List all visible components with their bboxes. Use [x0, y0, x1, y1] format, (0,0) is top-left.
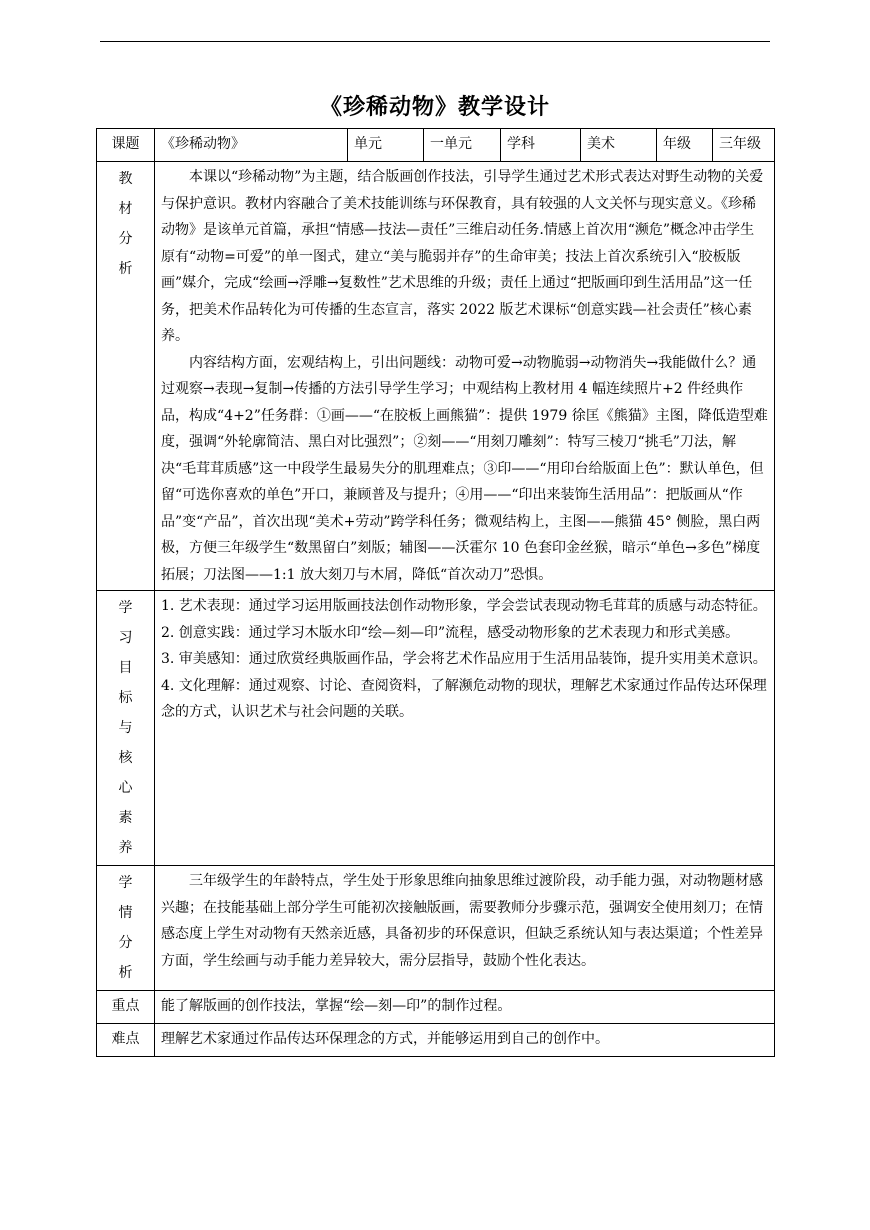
grade-value: 三年级 [713, 129, 775, 162]
learning-goal-item: 3. 审美感知：通过欣赏经典版画作品，学会将艺术作品应用于生活用品装饰，提升实用美术意识。 [161, 651, 767, 667]
key-point-label: 重点 [97, 991, 155, 1024]
learning-goal-item: 2. 创意实践：通过学习木版水印“绘—刻—印”流程，感受动物形象的艺术表现力和形式美感。 [161, 624, 740, 641]
key-point-text: 能了解版画的创作技法，掌握“绘—刻—印”的制作过程。 [155, 991, 775, 1024]
textbook-analysis-paragraph-2: 内容结构方面，宏观结构上，引出问题线：动物可爱→动物脆弱→动物消失→我能做什么？通过观察→表现→复制→传播的方法引导学生学习；中观结构上教材用 4 幅连续照片+2 件经典作品，构成“4+2”任务群：①画——“在胶板上画熊猫”：提供 1979 徐匡《熊猫》主图，降低造型难度，强调“外轮廓简洁、黑白对比强烈”；②刻——“用刻刀雕刻”：特写三棱刀“挑毛”刀法，解决“毛茸茸质感”这一中段学生最易失分的肌理难点；③印——“用印台给版面上色”：默认单色，但留“可选你喜欢的单色”开口，兼顾普及与提升；④用——“印出来装饰生活用品”：把版画从“作品”变“产品”，首次出现“美术+劳动”跨学科任务；微观结构上，主图——熊猫 45° 侧脸，黑白两极，方便三年级学生“数黑留白”刻版；辅图——沃霍尔 10 色套印金丝猴，暗示“单色→多色”梯度拓展；刀法图——1:1 放大刻刀与木屑，降低“首次动刀”恐惧。 [161, 354, 768, 583]
topic-label: 课题 [97, 129, 155, 162]
key-point-row [97, 991, 775, 1024]
topic-value: 《珍稀动物》 [155, 129, 348, 162]
subject-label: 学科 [501, 129, 581, 162]
difficulty-text: 理解艺术家通过作品传达环保理念的方式，并能够运用到自己的创作中。 [155, 1024, 775, 1057]
textbook-analysis-row [97, 162, 775, 591]
difficulty-label: 难点 [97, 1024, 155, 1057]
student-analysis-content [155, 866, 775, 991]
grade-label: 年级 [657, 129, 713, 162]
learning-goals-content [155, 591, 775, 866]
learning-goal-item: 4. 文化理解：通过观察、讨论、查阅资料，了解濒危动物的现状，理解艺术家通过作品传达环保理念的方式，认识艺术与社会问题的关联。 [161, 677, 767, 720]
difficulty-row [97, 1024, 775, 1057]
header-rule [100, 41, 770, 42]
document-title: 《珍稀动物》教学设计 [319, 94, 550, 120]
textbook-analysis-paragraph-1: 本课以“珍稀动物”为主题，结合版画创作技法，引导学生通过艺术形式表达对野生动物的关爱与保护意识。教材内容融合了美术技能训练与环保教育，具有较强的人文关怀与现实意义。《珍稀动物》是该单元首篇，承担“情感—技法—责任”三维启动任务.情感上首次用“濒危”概念冲击学生原有“动物=可爱”的单一图式，建立“美与脆弱并存”的生命审美；技法上首次系统引入“胶板版画”媒介，完成“绘画→浮雕→复数性”艺术思维的升级；责任上通过“把版画印到生活用品”这一任务，把美术作品转化为可传播的生态宣言，落实 2022 版艺术课标“创意实践—社会责任”核心素养。 [161, 169, 764, 344]
student-analysis-row [97, 866, 775, 991]
lesson-plan-table [96, 128, 775, 1057]
unit-value: 一单元 [424, 129, 501, 162]
learning-goals-label: 学习目标与核心素养 [118, 600, 133, 856]
header-row [97, 129, 775, 162]
learning-goals-row [97, 591, 775, 866]
learning-goal-item: 1. 艺术表现：通过学习运用版画技法创作动物形象，学会尝试表现动物毛茸茸的质感与动态特征。 [161, 598, 767, 614]
textbook-analysis-label: 教材分析 [118, 171, 133, 277]
student-analysis-text: 三年级学生的年龄特点，学生处于形象思维向抽象思维过渡阶段，动手能力强，对动物题材感兴趣；在技能基础上部分学生可能初次接触版画，需要教师分步骤示范，强调安全使用刻刀；在情感态度上学生对动物有天然亲近感，具备初步的环保意识，但缺乏系统认知与表达渠道；个性差异方面，学生绘画与动手能力差异较大，需分层指导，鼓励个性化表达。 [161, 873, 763, 969]
textbook-analysis-content [155, 162, 775, 591]
unit-label: 单元 [348, 129, 424, 162]
student-analysis-label: 学情分析 [118, 875, 133, 981]
subject-value: 美术 [581, 129, 657, 162]
